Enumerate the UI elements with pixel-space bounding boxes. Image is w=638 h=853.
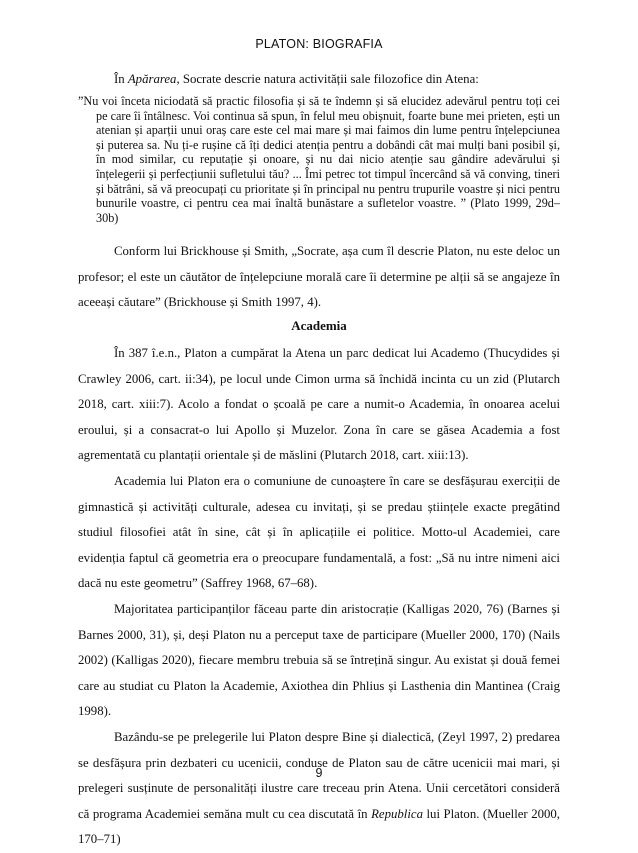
para4-text-after: lui Platon. (Mueller 2000, 170–71) bbox=[78, 806, 560, 847]
section-heading: Academia bbox=[291, 318, 347, 333]
block-quote: ”Nu voi înceta niciodată să practic filosofia și să te îndemn și să elucidez adevărul pentru toți cei pe care îi întâlnesc. Voi continua să spun, în felul meu obișnuit, foarte bune mei prieten, ești un atenian și aparții unui oraș care este cel mai mare și mai faimos din lume pentru înțelepciunea și puterea sa. Nu ți-e rușine că îți dedici atenția pentru a dobândi cât mai mulți bani posibil și, în mod similar, cu reputație și onoare, și nu dai nicio atenție sau gândire adevărului și înțelegerii și perfecțiunii sufletului tău? ... Îmi petrec tot timpul încercând să vă conving, tineri și bătrâni, să vă preocupați cu prioritate și în principal nu pentru trupurile voastre și nici pentru bunurile voastre, ci pentru cea mai înaltă bunăstare a sufletelor voastre. ” (Plato 1999, 29d–30b) bbox=[78, 94, 560, 225]
para4-italic-title: Republica bbox=[371, 806, 423, 821]
paragraph-academia-2: Academia lui Platon era o comuniune de cunoaștere în care se desfășurau exerciții de gimnastică și activități culturale, adesea cu invitați, și se predau științele exacte pregătind studiul filosofiei atât în sine, cât și în aplicațiile ei politice. Motto-ul Academiei, care evidenția faptul că geometria era o preocupare fundamentală, a fost: „Să nu intre nimeni aici dacă nu este geometru” (Saffrey 1968, 67–68). bbox=[78, 473, 560, 591]
text-block-1 bbox=[78, 239, 560, 316]
page-number: 9 bbox=[315, 766, 323, 780]
intro-paragraph bbox=[78, 72, 560, 87]
intro-italic-title: Apărarea bbox=[127, 72, 177, 86]
paragraph-academia-4 bbox=[78, 725, 560, 853]
paragraph-academia-3: Majoritatea participanților făceau parte din aristocrație (Kalligas 2020, 76) (Barnes și Barnes 2000, 31), și, deși Platon nu a perceput taxe de participare (Mueller 2000, 170) (Nails 2002) (Kalligas 2020), fiecare membru trebuia să se întrețină singur. Au existat și două femei care au studiat cu Platon la Academie, Axiothea din Phlius și Lasthenia din Mantinea (Craig 1998). bbox=[78, 601, 560, 719]
running-header: PLATON: BIOGRAFIA bbox=[255, 37, 383, 51]
paragraph-academia-1: În 387 î.e.n., Platon a cumpărat la Atena un parc dedicat lui Academo (Thucydides și Crawley 2006, cart. ii:34), pe locul unde Cimon urma să închidă incinta cu un zid (Plutarch 2018, cart. xiii:7). Acolo a fondat o școală pe care a numit-o Academia, în onoarea acelui eroului, și a consacrat-o lui Apollo și Muzelor. Zona în care se găsea Academia a fost agrementată cu plantații orientale și de măslini (Plutarch 2018, cart. xiii:13). bbox=[78, 346, 560, 463]
para4-text-before: Bazându-se pe prelegerile lui Platon despre Bine și dialectică, (Zeyl 1997, 2) predarea se desfășura prin dezbateri cu ucenicii, conduse de Platon sau de către ucenicii mai mari, și prelegeri susținute de personalități ilustre care treceau prin Atena. Unii cercetători consideră că programa Academiei semăna mult cu cea discutată în bbox=[78, 729, 560, 821]
paragraph-brickhouse: Conform lui Brickhouse și Smith, „Socrate, așa cum îl descrie Platon, nu este deloc un profesor; el este un căutător de înțelepciune morală care îi determine pe alții să se angajeze în aceeași căutare” (Brickhouse și Smith 1997, 4). bbox=[78, 244, 560, 310]
intro-text-after: , Socrate descrie natura activității sale filozofice din Atena: bbox=[176, 72, 479, 86]
intro-text-before: În bbox=[114, 72, 128, 86]
